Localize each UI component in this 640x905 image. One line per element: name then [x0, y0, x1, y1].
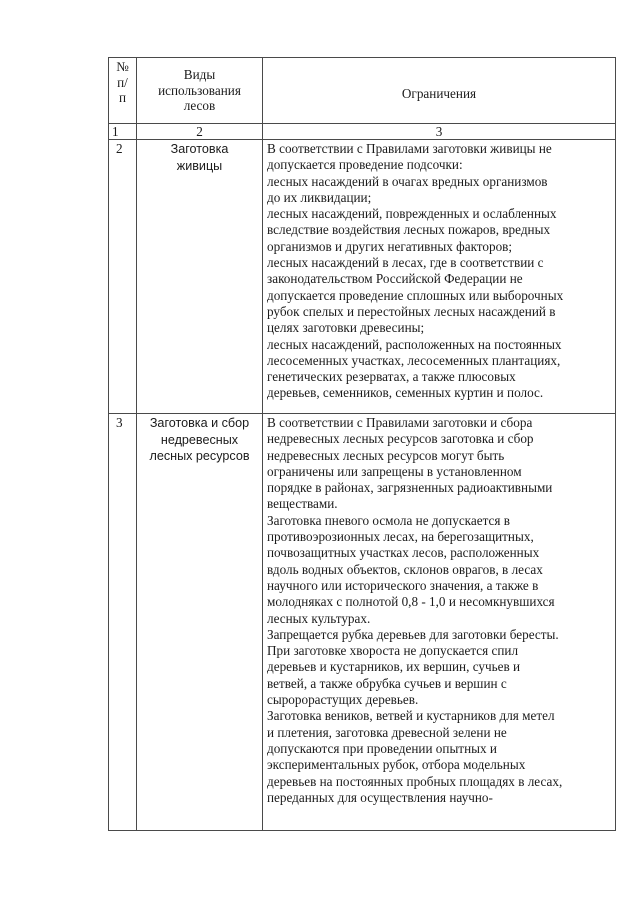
text-line: рубок спелых и перестойных лесных насаждений в [267, 303, 556, 319]
text-line: Запрещается рубка деревьев для заготовки бересты. [267, 626, 559, 642]
column-index-1: 1 [109, 124, 137, 140]
header-kind-line: использования [158, 82, 241, 98]
header-limits-label: Ограничения [401, 86, 477, 102]
text-line: лесных насаждений, поврежденных и ослабленных [267, 206, 557, 222]
text-line: ограничены или запрещены в установленном [267, 463, 522, 479]
text-line: вследствие воздействия лесных пожаров, вредных [267, 222, 551, 238]
text-line: законодательством Российской Федерации не [267, 271, 523, 287]
row-kind-line: живицы [176, 158, 223, 173]
text-line: сыророрастущих деревьев. [267, 692, 419, 708]
text-line: допускается проведение сплошных или выборочных [267, 287, 564, 303]
text-line: деревьев на постоянных пробных площадях в лесах, [267, 773, 563, 789]
header-number-line: № [116, 59, 129, 74]
header-number-line: п [118, 90, 127, 105]
header-number-cell [109, 58, 137, 124]
header-kind-line: лесов [183, 98, 216, 114]
table-row [109, 140, 616, 414]
row-number: 2 [109, 140, 137, 414]
text-line: организмов и других негативных факторов; [267, 238, 513, 254]
row-kind [137, 414, 263, 831]
text-line: допускается проведение подсочки: [267, 157, 463, 173]
text-line: недревесных лесных ресурсов могут быть [267, 447, 505, 463]
text-line: В соответствии с Правилами заготовки и сбора [267, 415, 533, 430]
row-restrictions-text [263, 414, 616, 831]
text-line: недревесных лесных ресурсов заготовка и сбор [267, 431, 534, 447]
text-line: вдоль водных объектов, склонов оврагов, в лесах [267, 561, 543, 577]
text-line: экспериментальных рубок, отбора модельных [267, 757, 526, 773]
header-kind-line: Виды [183, 67, 216, 83]
text-line: лесных насаждений в лесах, где в соответствии с [267, 255, 544, 271]
row-kind-line: лесных ресурсов [149, 449, 250, 463]
text-line: противоэрозионных лесах, на берегозащитных, [267, 529, 534, 545]
column-index-3: 3 [263, 124, 616, 140]
row-kind-line: Заготовка [170, 142, 229, 156]
row-restrictions-text [263, 140, 616, 414]
text-line: генетических резерватах, а также плюсовых [267, 369, 516, 385]
text-line: деревьев, семенников, семенных куртин и полос. [267, 385, 544, 401]
text-line: веществами. [267, 496, 338, 512]
text-line: Заготовка пневого осмола не допускается в [267, 512, 510, 528]
row-kind-line: недревесных [160, 432, 239, 447]
header-limits-cell [263, 58, 616, 124]
restrictions-table [108, 57, 616, 831]
text-line: При заготовке хвороста не допускается спил [267, 643, 519, 659]
header-number-line: п/ [117, 74, 128, 90]
text-line: деревьев и кустарников, их вершин, сучьев и [267, 659, 521, 675]
text-line: лесосеменных участках, лесосеменных плантациях, [267, 352, 561, 368]
text-line: порядке в районах, загрязненных радиоактивными [267, 480, 553, 496]
column-index-2: 2 [137, 124, 263, 140]
table-row [109, 414, 616, 831]
text-line: молодняках с полнотой 0,8 - 1,0 и несомкнувшихся [267, 594, 555, 610]
text-line: и плетения, заготовка древесной зелени не [267, 724, 507, 740]
text-line: лесных культурах. [267, 610, 371, 626]
text-line: лесных насаждений, расположенных на постоянных [267, 336, 562, 352]
text-line: научного или исторического значения, а также в [267, 577, 539, 593]
table-header-row [109, 58, 616, 124]
text-line: В соответствии с Правилами заготовки живицы не [267, 141, 552, 156]
text-line: целях заготовки древесины; [267, 320, 425, 336]
text-line: переданных для осуществления научно- [267, 789, 493, 805]
header-kind-cell [137, 58, 263, 124]
row-kind [137, 140, 263, 414]
text-line: Заготовка веников, ветвей и кустарников для метел [267, 708, 555, 724]
row-number: 3 [109, 414, 137, 831]
row-kind-line: Заготовка и сбор [149, 416, 250, 430]
text-line: лесных насаждений в очагах вредных организмов [267, 173, 548, 189]
text-line: почвозащитных участках лесов, расположенных [267, 545, 540, 561]
text-line: допускаются при проведении опытных и [267, 740, 497, 756]
text-line: ветвей, а также обрубка сучьев и вершин с [267, 675, 507, 691]
text-line: до их ликвидации; [267, 189, 372, 205]
column-index-row [109, 124, 616, 140]
